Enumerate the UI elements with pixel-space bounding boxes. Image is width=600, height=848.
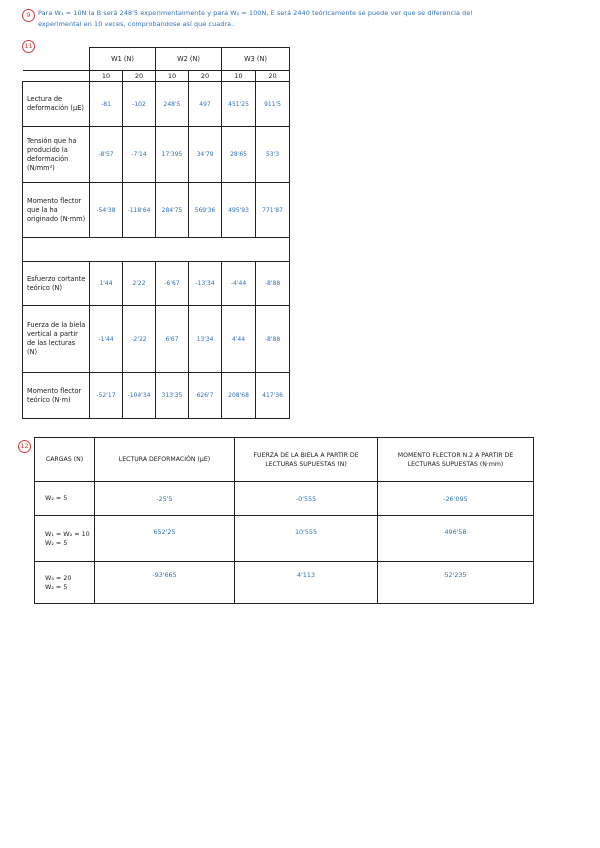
- cell-value: 28'65: [222, 127, 256, 183]
- table-row: [23, 127, 290, 183]
- cell-value: 17'395: [156, 127, 189, 183]
- cell-value: 4'44: [222, 306, 256, 373]
- table-spacer-row: [23, 238, 290, 262]
- table-row: [23, 183, 290, 238]
- question-11-badge: 11: [22, 40, 35, 53]
- cell-value: 284'75: [156, 183, 189, 238]
- cell-value: -25'5: [95, 482, 235, 516]
- cell-value: -93'665: [95, 562, 235, 604]
- table-row: [35, 482, 534, 516]
- cell-value: -2'22: [123, 306, 156, 373]
- header-lectura: LECTURA DEFORMACIÓN (μE): [95, 438, 235, 482]
- table-row: [23, 306, 290, 373]
- cell-value: -1'44: [90, 306, 123, 373]
- table-header-row: [35, 438, 534, 482]
- cell-value: -102: [123, 82, 156, 127]
- question-12-badge: 12: [18, 440, 31, 453]
- cell-value: 10'555: [235, 516, 378, 562]
- cell-value: -81: [90, 82, 123, 127]
- cell-value: -13'34: [189, 262, 222, 306]
- question-9-badge: 9: [22, 9, 35, 22]
- cell-value: -6'67: [156, 262, 189, 306]
- row-label: Momento flector que la ha originado (N·mm): [23, 183, 90, 238]
- question-9-text: [38, 8, 586, 30]
- corner-cell: [23, 48, 90, 71]
- cell-value: 495'93: [222, 183, 256, 238]
- cell-value: 13'34: [189, 306, 222, 373]
- load-cell: [35, 516, 95, 562]
- blank-row: [23, 238, 290, 262]
- cell-value: 626'7: [189, 373, 222, 419]
- cell-value: 497: [189, 82, 222, 127]
- header-momento: MOMENTO FLECTOR N.2 A PARTIR DE LECTURAS SUPUESTAS (N·mm): [378, 438, 534, 482]
- sub-col: 10: [156, 71, 189, 82]
- cell-value: -8'57: [90, 127, 123, 183]
- load-line: W₂ = 5: [45, 494, 68, 502]
- cell-value: -52'17: [90, 373, 123, 419]
- cell-value: 208'68: [222, 373, 256, 419]
- load-line: W₂ = 5: [45, 582, 68, 591]
- cell-value: -8'88: [256, 306, 290, 373]
- table-row: [35, 562, 534, 604]
- results-table-11: [22, 47, 290, 419]
- load-cell: [35, 562, 95, 604]
- cell-value: 569'36: [189, 183, 222, 238]
- cell-value: -8'88: [256, 262, 290, 306]
- cell-value: 6'67: [156, 306, 189, 373]
- cell-value: 417'36: [256, 373, 290, 419]
- table-row: [23, 262, 290, 306]
- cell-value: -104'34: [123, 373, 156, 419]
- sub-col: 10: [90, 71, 123, 82]
- cell-value: -54'38: [90, 183, 123, 238]
- cell-value: 2'22: [123, 262, 156, 306]
- cell-value: 34'79: [189, 127, 222, 183]
- sub-col: 10: [222, 71, 256, 82]
- table-row: [23, 82, 290, 127]
- cell-value: 496'58: [378, 516, 534, 562]
- cell-value: -4'44: [222, 262, 256, 306]
- cell-value: -26'095: [378, 482, 534, 516]
- cell-value: 911'5: [256, 82, 290, 127]
- table-row: [35, 516, 534, 562]
- sub-col: 20: [123, 71, 156, 82]
- row-label: Esfuerzo cortante teórico (N): [23, 262, 90, 306]
- row-label: Momento flector teórico (N·m): [23, 373, 90, 419]
- cell-value: 1'44: [90, 262, 123, 306]
- cell-value: 313'35: [156, 373, 189, 419]
- header-fuerza: FUERZA DE LA BIELA A PARTIR DE LECTURAS SUPUESTAS (N): [235, 438, 378, 482]
- sub-col: 20: [256, 71, 290, 82]
- results-table-12: [34, 437, 534, 604]
- cell-value: -118'64: [123, 183, 156, 238]
- load-line: W₁ = W₂ = 10: [45, 529, 90, 538]
- col-group-w2: W2 (N): [156, 48, 222, 71]
- sub-col: 20: [189, 71, 222, 82]
- cell-value: 451'25: [222, 82, 256, 127]
- row-label: Tensión que ha producido la deformación (N/mm²): [23, 127, 90, 183]
- row-label: Fuerza de la biela vertical a partir de las lecturas (N): [23, 306, 90, 373]
- load-line: W₂ = 5: [45, 538, 68, 547]
- cell-value: 771'87: [256, 183, 290, 238]
- col-group-w1: W1 (N): [90, 48, 156, 71]
- corner-cell: [23, 71, 90, 82]
- cell-value: 248'5: [156, 82, 189, 127]
- load-line: W₃ = 20: [45, 573, 72, 582]
- header-cargas: CARGAS (N): [35, 438, 95, 482]
- table-row: [23, 373, 290, 419]
- cell-value: 52'235: [378, 562, 534, 604]
- question-9-line-2: experimental en 10 veces, comprobandose así que cuadra.: [38, 20, 234, 28]
- cell-value: 652'25: [95, 516, 235, 562]
- col-group-w3: W3 (N): [222, 48, 290, 71]
- question-9-line-1: Para W₁ = 10N la B será 248'5 experimentalmente y para W₂ = 100N, E será 2440 teóricamente se puede ver que se diferencia del: [38, 9, 473, 17]
- cell-value: -0'555: [235, 482, 378, 516]
- cell-value: -7'14: [123, 127, 156, 183]
- load-cell: [35, 482, 95, 516]
- row-label: Lectura de deformación (μE): [23, 82, 90, 127]
- cell-value: 53'3: [256, 127, 290, 183]
- cell-value: 4'113: [235, 562, 378, 604]
